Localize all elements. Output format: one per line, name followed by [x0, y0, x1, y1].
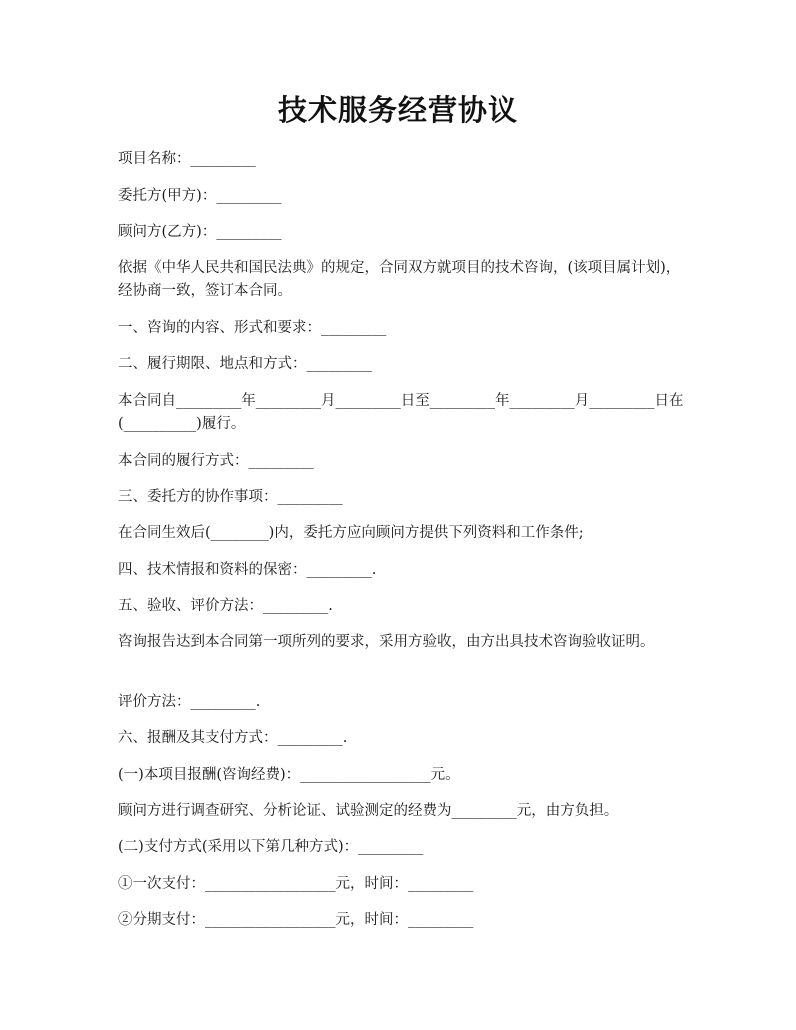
acceptance-paragraph: 咨询报告达到本合同第一项所列的要求，采用方验收，由方出具技术咨询验收证明。: [118, 634, 655, 650]
legal-basis-paragraph: 依据《中华人民共和国民法典》的规定，合同双方就项目的技术咨询，(该项目属计划)，经协商一致，签订本合同。: [118, 260, 681, 299]
project-fee-line: (一)本项目报酬(咨询经费)：__________________元。: [118, 767, 460, 783]
section-4-heading: 四、技术情报和资料的保密：_________.: [118, 562, 377, 578]
client-party-line: 委托方(甲方)：_________: [118, 188, 282, 204]
project-name-line: 项目名称：_________: [118, 151, 256, 167]
materials-provision-paragraph: 在合同生效后(________)内，委托方应向顾问方提供下列资料和工作条件;: [118, 525, 584, 541]
lump-sum-payment-line: ①一次支付：__________________元，时间：_________: [118, 876, 474, 892]
evaluation-method-line: 评价方法：_________.: [118, 694, 261, 710]
section-6-heading: 六、报酬及其支付方式：_________.: [118, 730, 348, 746]
document-title: 技术服务经营协议: [277, 93, 518, 127]
performance-method-line: 本合同的履行方式：_________: [118, 453, 314, 469]
consultant-party-line: 顾问方(乙方)：_________: [118, 224, 282, 240]
research-expense-line: 顾问方进行调查研究、分析论证、试验测定的经费为_________元，由方负担。: [118, 803, 619, 819]
contract-period-paragraph: 本合同自_________年_________月_________日至_________年_________月_________日在(__________)履行。: [118, 393, 684, 432]
section-3-heading: 三、委托方的协作事项：_________: [118, 489, 343, 505]
installment-payment-line: ②分期支付：__________________元，时间：_________: [118, 912, 474, 928]
section-1-heading: 一、咨询的内容、形式和要求：_________: [118, 320, 387, 336]
payment-method-line: (二)支付方式(采用以下第几种方式)：_________: [118, 839, 424, 855]
section-5-heading: 五、验收、评价方法：_________.: [118, 598, 333, 614]
section-2-heading: 二、履行期限、地点和方式：_________: [118, 356, 372, 372]
